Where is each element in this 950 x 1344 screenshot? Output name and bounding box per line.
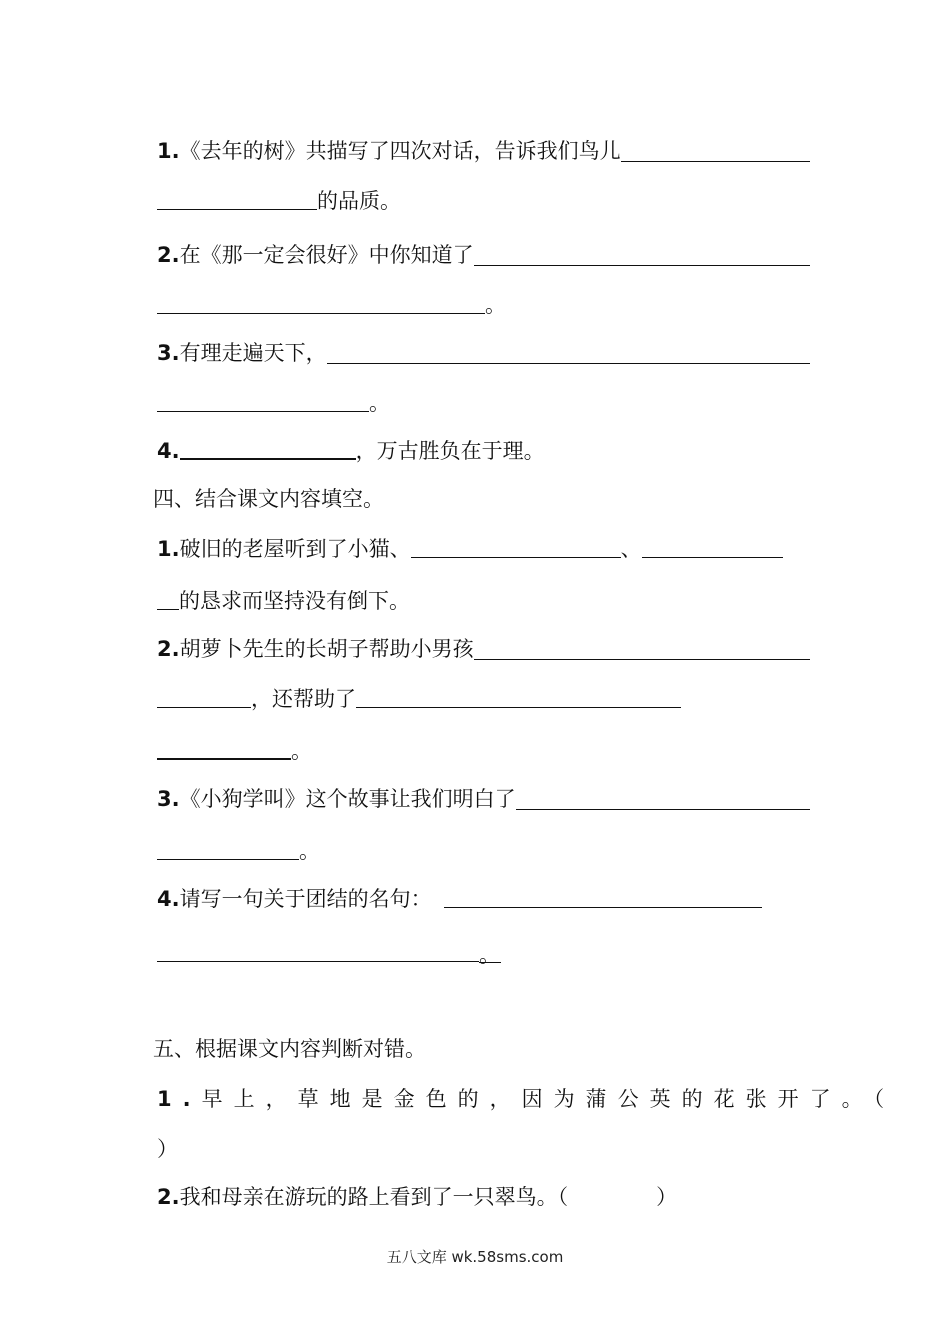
q3-item1-line1 <box>157 136 810 166</box>
question-tail: 。 <box>369 391 390 415</box>
answer-blank[interactable] <box>157 587 179 610</box>
q3-item4 <box>157 436 810 466</box>
answer-blank[interactable] <box>157 939 479 962</box>
answer-blank[interactable] <box>474 243 810 266</box>
q4-item2-line3 <box>157 736 810 766</box>
question-text: 早上，草地是金色的，因为蒲公英的花张开了。（ <box>201 1087 896 1111</box>
answer-blank[interactable] <box>157 187 317 210</box>
item-number: 2. <box>157 1185 180 1209</box>
answer-blank[interactable] <box>157 291 485 314</box>
answer-blank[interactable] <box>356 685 681 708</box>
item-number: 2. <box>157 243 180 267</box>
q4-item1-line2 <box>157 586 810 616</box>
q5-item1-line1 <box>157 1084 896 1114</box>
answer-blank[interactable] <box>474 637 810 660</box>
answer-blank[interactable] <box>642 535 783 558</box>
item-number: 3. <box>157 787 180 811</box>
page-footer: 五八文库 wk.58sms.com <box>386 1248 564 1266</box>
question-text: 破旧的老屋听到了小猫、 <box>179 537 411 561</box>
question-text: 请写一句关于团结的名句： <box>179 887 432 911</box>
answer-blank[interactable] <box>516 787 810 810</box>
question-tail: 。 <box>485 293 506 317</box>
question-text: 在《那一定会很好》中你知道了 <box>179 243 474 267</box>
question-text: 《去年的树》共描写了四次对话，告诉我们鸟儿 <box>179 139 621 163</box>
answer-blank[interactable] <box>621 139 810 162</box>
item-number: 1. <box>157 1087 202 1111</box>
q4-item2-line2 <box>157 684 810 714</box>
q4-item3-line2 <box>157 836 810 866</box>
q5-item1-line2 <box>157 1134 810 1164</box>
question-text: 胡萝卜先生的长胡子帮助小男孩 <box>179 637 474 661</box>
item-number: 3. <box>157 341 180 365</box>
item-number: 1. <box>157 537 180 561</box>
question-tail: 。 <box>479 940 501 963</box>
q4-item2-line1 <box>157 634 810 664</box>
answer-blank[interactable] <box>411 535 621 558</box>
question-text: 有理走遍天下， <box>179 341 327 365</box>
q3-item3-line2 <box>157 388 810 418</box>
answer-blank[interactable] <box>327 341 810 364</box>
q4-item1-line1 <box>157 534 810 564</box>
q4-item4-line2 <box>157 938 810 968</box>
question-text: 我和母亲在游玩的路上看到了一只翠鸟。（ <box>179 1185 569 1209</box>
question-tail: 的品质。 <box>317 189 401 213</box>
separator: 、 <box>620 537 642 561</box>
item-number: 4. <box>157 887 180 911</box>
question-tail: 。 <box>299 839 320 863</box>
answer-blank[interactable] <box>180 436 356 460</box>
question-tail: 。 <box>291 739 312 763</box>
question-tail: 的恳求而坚持没有倒下。 <box>179 589 410 613</box>
answer-blank[interactable] <box>157 685 251 708</box>
section-four-heading: 四、结合课文内容填空。 <box>153 487 384 511</box>
q3-item2-line1 <box>157 240 810 270</box>
q3-item2-line2 <box>157 290 810 320</box>
q3-item3-line1 <box>157 338 810 368</box>
answer-blank[interactable] <box>157 389 369 412</box>
q3-item1-line2 <box>157 186 810 216</box>
question-mid: ，还帮助了 <box>251 687 356 711</box>
answer-paren-close: ） <box>157 1137 178 1161</box>
section-five-heading: 五、根据课文内容判断对错。 <box>153 1037 426 1061</box>
item-number: 2. <box>157 637 180 661</box>
answer-paren-close: ） <box>656 1185 678 1209</box>
answer-blank[interactable] <box>157 837 299 860</box>
item-number: 1. <box>157 139 180 163</box>
answer-blank[interactable] <box>444 885 762 908</box>
item-number: 4. <box>157 439 180 463</box>
question-text: 《小狗学叫》这个故事让我们明白了 <box>179 787 516 811</box>
q4-item3-line1 <box>157 784 810 814</box>
question-tail: ，万古胜负在于理。 <box>355 439 545 463</box>
answer-blank[interactable] <box>157 736 291 760</box>
q4-item4-line1 <box>157 884 810 914</box>
q5-item2 <box>157 1182 810 1212</box>
